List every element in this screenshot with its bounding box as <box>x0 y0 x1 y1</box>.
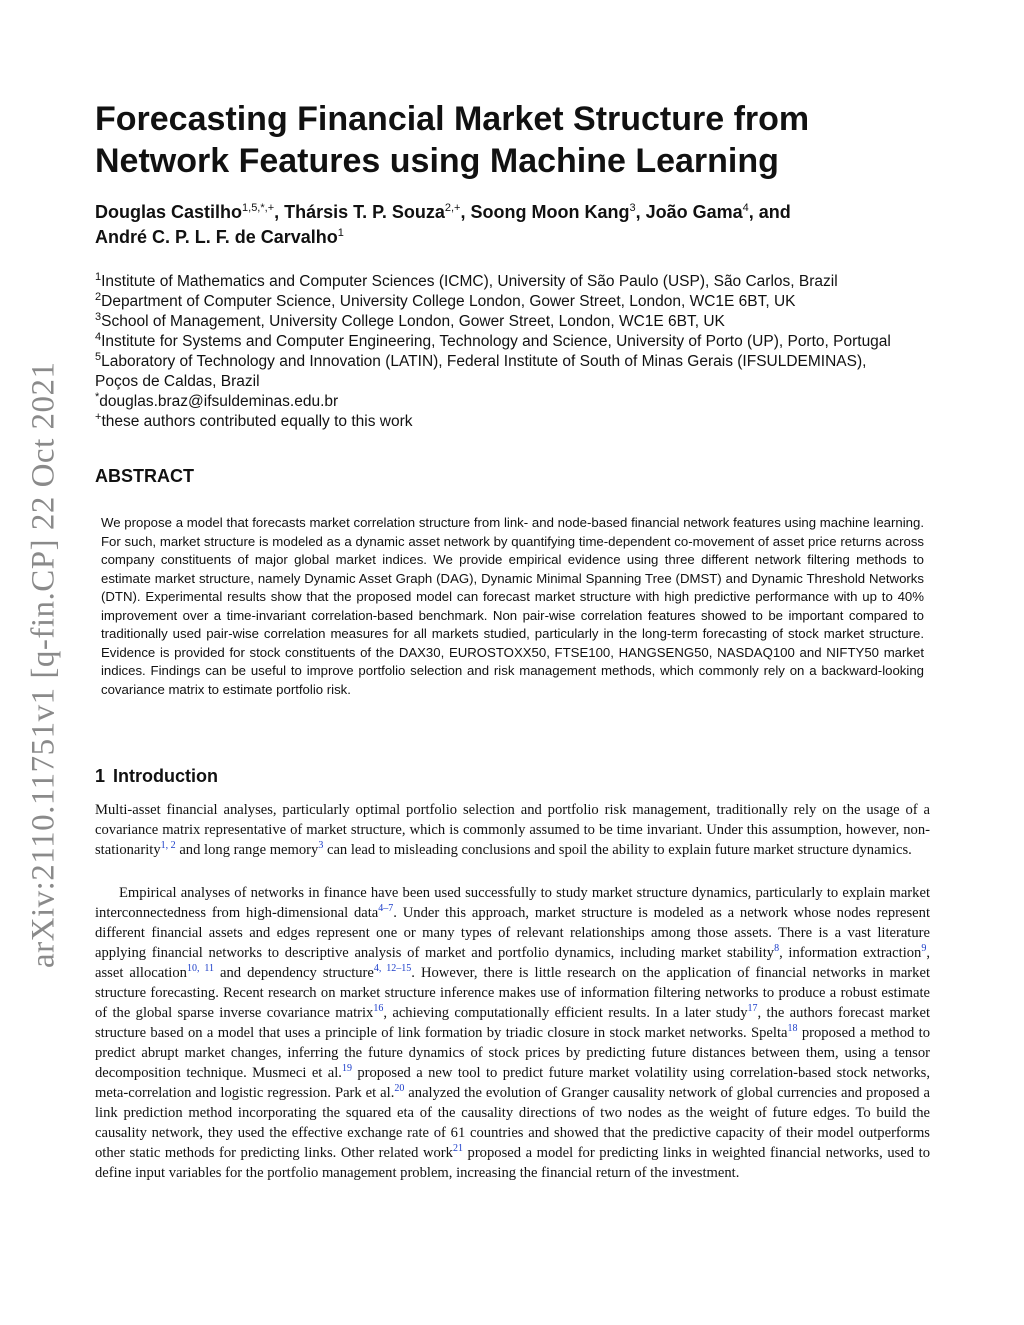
author <box>284 202 470 222</box>
paragraph-text: proposed a method to predict abrupt market changes, inferring the future dynamics of stock prices by predicting future distances between them, using a tensor decomposition technique. Musmeci et al. <box>95 1025 930 1081</box>
citation-link[interactable]: 18 <box>787 1023 798 1035</box>
paper-title <box>95 98 935 182</box>
affiliation-mark: + <box>95 410 102 423</box>
citation-link[interactable]: 4–7 <box>378 903 394 915</box>
paragraph-text: Empirical analyses of networks in finance have been used successfully to study market structure dynamics, particularly to explain market interconnectedness from high-dimensional data <box>95 885 930 921</box>
author-name: Soong Moon Kang <box>470 202 630 222</box>
affiliation-mark: 5 <box>95 350 102 363</box>
section-title: Introduction <box>113 766 218 786</box>
author-name: Douglas Castilho <box>95 202 243 222</box>
paragraph-text: analyzed the evolution of Granger causality network of global currencies and proposed a link prediction method incorporating the squared eta of the causality directions of two nodes as the weight of future edges. To build the causality network, they used the effective exchange rate of 61 countries and showed that the predictive capacity of their model outperforms other static methods for predicting links. Other related work <box>95 1085 930 1161</box>
citation-link[interactable]: 1, 2 <box>160 840 176 852</box>
paragraph-text: , asset allocation <box>95 945 930 981</box>
affiliation-mark: 1 <box>95 270 102 283</box>
affiliation-text: these authors contributed equally to this work <box>101 413 413 430</box>
author-affiliation-mark: 2,+ <box>444 202 461 214</box>
intro-paragraph-1 <box>95 800 930 860</box>
affiliation-mark: 3 <box>95 310 102 323</box>
citation-link[interactable]: 20 <box>394 1083 405 1095</box>
paragraph-text: proposed a new tool to predict future market volatility using correlation-based stock networks, meta-correlation and logistic regression. Park et al. <box>95 1065 930 1101</box>
affiliation-mark: * <box>95 390 100 403</box>
citation-link[interactable]: 10, 11 <box>186 963 214 975</box>
affiliation-text: School of Management, University College London, Gower Street, London, WC1E 6BT, UK <box>101 313 725 330</box>
author-name: João Gama <box>645 202 743 222</box>
corresponding-email: douglas.braz@ifsuldeminas.edu.br <box>99 393 339 410</box>
intro-paragraph-2 <box>95 883 930 1183</box>
author-name: André C. P. L. F. de Carvalho <box>95 227 338 247</box>
affiliation <box>95 332 940 352</box>
affiliation-text: Institute for Systems and Computer Engineering, Technology and Science, University of Porto (UP), Porto, Portugal <box>101 333 891 350</box>
paragraph-text: and long range memory <box>175 842 319 858</box>
paragraph-text: , information extraction <box>779 945 922 961</box>
title-line: Network Features using Machine Learning <box>95 142 779 180</box>
citation-link[interactable]: 17 <box>747 1003 758 1015</box>
affiliation <box>95 412 940 432</box>
paragraph-text: . However, there is little research on the application of financial networks in market structure forecasting. Recent research on market structure inference makes use of information filtering networks to produce a robust estimate of the global sparse inverse covariance matrix <box>95 965 930 1021</box>
affiliation-mark: 2 <box>95 290 102 303</box>
paragraph-text: proposed a model for predicting links in weighted financial networks, used to define input variables for the portfolio management problem, increasing the financial return of the investment. <box>95 1145 930 1181</box>
affiliation <box>95 292 940 312</box>
author-separator: , and <box>748 202 791 222</box>
affiliation-text: Poços de Caldas, Brazil <box>95 373 260 390</box>
affiliation <box>95 312 940 332</box>
affiliation <box>95 272 940 292</box>
citation-link[interactable]: 16 <box>373 1003 384 1015</box>
citation-link[interactable]: 19 <box>341 1063 352 1075</box>
citation-link[interactable]: 21 <box>452 1143 463 1155</box>
affiliation-list <box>95 272 940 432</box>
citation-link[interactable]: 4, 12–15 <box>373 963 412 975</box>
author-affiliation-mark: 3 <box>629 202 636 214</box>
affiliation-mark: 4 <box>95 330 102 343</box>
affiliation <box>95 372 940 392</box>
section-number: 1 <box>95 766 106 786</box>
citation-link[interactable]: 3 <box>318 840 324 852</box>
author-affiliation-mark: 4 <box>742 202 749 214</box>
author-separator: , <box>274 202 285 222</box>
author-affiliation-mark: 1,5,*,+ <box>242 202 275 214</box>
paragraph-text: and dependency structure <box>213 965 374 981</box>
author-affiliation-mark: 1 <box>337 227 344 239</box>
paragraph-text: , achieving computationally efficient results. In a later study <box>383 1005 748 1021</box>
author-separator: , <box>635 202 646 222</box>
author-name: Thársis T. P. Souza <box>284 202 445 222</box>
author-list <box>95 200 935 250</box>
author-separator: , <box>460 202 471 222</box>
affiliation-text: Institute of Mathematics and Computer Sciences (ICMC), University of São Paulo (USP), São Carlos, Brazil <box>101 273 838 290</box>
paragraph-text: . Under this approach, market structure is modeled as a network whose nodes represent different financial assets and edges represent one or many types of relevant relationships among those assets. There is a vast literature applying financial networks to descriptive analysis of market and portfolio dynamics, including market stability <box>95 905 930 961</box>
section-heading <box>95 766 218 787</box>
author <box>646 202 791 222</box>
paragraph-text: Multi-asset financial analyses, particularly optimal portfolio selection and portfolio risk management, traditionally rely on the usage of a covariance matrix representative of market structure, which is commonly assumed to be time invariant. Under this assumption, however, non-stationarity <box>95 802 930 858</box>
affiliation <box>95 392 940 412</box>
citation-link[interactable]: 9 <box>921 943 927 955</box>
abstract-heading: ABSTRACT <box>95 466 194 486</box>
paragraph-text: , the authors forecast market structure based on a model that uses a principle of link formation by triadic closure in stock market networks. Spelta <box>95 1005 931 1041</box>
author <box>95 227 344 247</box>
paragraph-text: can lead to misleading conclusions and spoil the ability to explain future market structure dynamics. <box>323 842 912 858</box>
affiliation-text: Department of Computer Science, University College London, Gower Street, London, WC1E 6BT, UK <box>101 293 796 310</box>
affiliation-text: Laboratory of Technology and Innovation (LATIN), Federal Institute of South of Minas Gerais (IFSULDEMINAS), <box>101 353 867 370</box>
abstract-text: We propose a model that forecasts market correlation structure from link- and node-based financial network features using machine learning. For such, market structure is modeled as a dynamic asset network by quantifying time-dependent co-movement of asset price returns across company constituents of major global market indices. We provide empirical evidence using three different network filtering methods to estimate market structure, namely Dynamic Asset Graph (DAG), Dynamic Minimal Spanning Tree (DMST) and Dynamic Threshold Networks (DTN). Experimental results show that the proposed model can forecast market structure with high predictive performance with up to 40% improvement over a time-invariant correlation-based benchmark. Non pair-wise correlation features showed to be important compared to traditionally used pair-wise correlation measures for all markets studied, particularly in the long-term forecasting of stock market structure. Evidence is provided for stock constituents of the DAX30, EUROSTOXX50, FTSE100, HANGSENG50, NASDAQ100 and NIFTY50 market indices. Findings can be useful to improve portfolio selection and risk management methods, which commonly rely on a backward-looking covariance matrix to estimate portfolio risk. <box>101 515 924 697</box>
author <box>471 202 646 222</box>
citation-link[interactable]: 8 <box>774 943 780 955</box>
author <box>95 202 284 222</box>
arxiv-identifier-stamp: arXiv:2110.11751v1 [q-fin.CP] 22 Oct 2021 <box>25 361 62 968</box>
title-line: Forecasting Financial Market Structure from <box>95 100 810 138</box>
affiliation <box>95 352 940 372</box>
